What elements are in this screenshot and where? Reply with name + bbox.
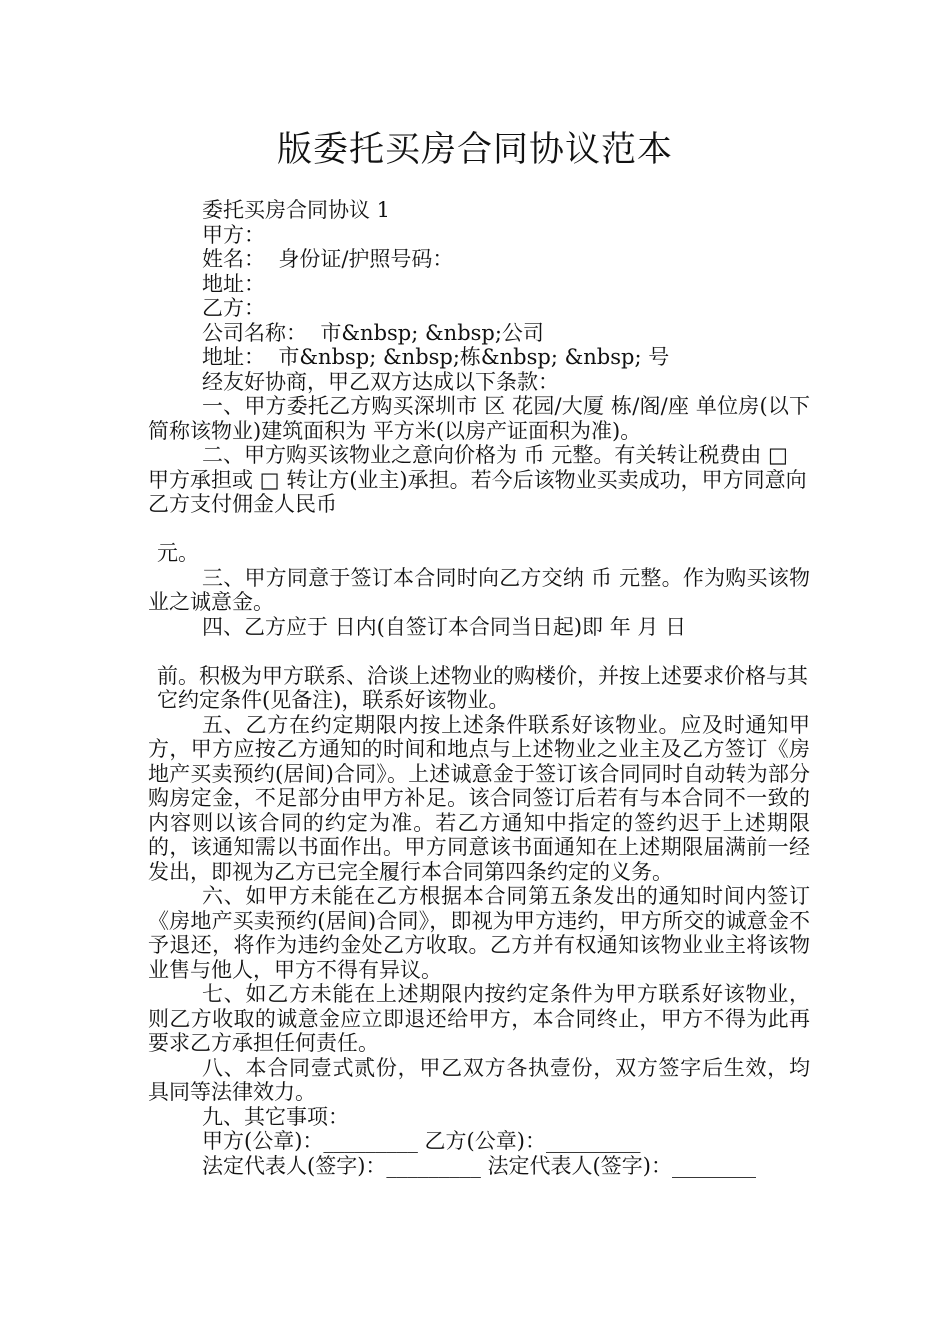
spacer <box>148 517 810 542</box>
clause-3: 三、甲方同意于签订本合同时向乙方交纳 币 元整。作为购买该物业之诚意金。 <box>148 565 810 614</box>
seal-signature-line: 甲方(公章)：_________ 乙方(公章)：_________ <box>202 1129 641 1153</box>
party-a-name-line: 姓名： 身份证/护照号码： <box>202 247 454 271</box>
party-b-label: 乙方： <box>202 296 265 320</box>
clause-4-tail: 前。积极为甲方联系、洽谈上述物业的购楼价，并按上述要求价格与其它约定条件(见备注)，联系好该物业。 <box>157 663 808 712</box>
party-a-address-line: 地址： <box>202 271 265 296</box>
clause-8: 八、本合同壹式贰份，甲乙双方各执壹份，双方签字后生效，均具同等法律效力。 <box>148 1055 810 1104</box>
clause-6: 六、如甲方未能在乙方根据本合同第五条发出的通知时间内签订《房地产买卖预约(居间)合同》，即视为甲方违约，甲方所交的诚意金不予退还，将作为违约金处乙方收取。乙方并有权通知该物业业主将该物业售与他人，甲方不得有异议。 <box>148 884 810 982</box>
clause-4: 四、乙方应于 日内(自签订本合同当日起)即 年 月 日 <box>202 614 687 639</box>
clause-5: 五、乙方在约定期限内按上述条件联系好该物业。应及时通知甲方，甲方应按乙方通知的时间和地点与上述物业之业主及乙方签订《房地产买卖预约(居间)合同》。上述诚意金于签订该合同同时自动转为部分购房定金，不足部分由甲方补足。该合同签订后若有与本合同不一致的内容则以该合同的约定为准。若乙方通知中指定的签约迟于上述期限的，该通知需以书面作出。甲方同意该书面通知在上述期限届满前一经发出，即视为乙方已完全履行本合同第四条约定的义务。 <box>148 712 810 884</box>
party-b-company-line: 公司名称： 市&nbsp; &nbsp;公司 <box>202 320 544 345</box>
party-a-label: 甲方： <box>202 222 265 247</box>
contract-heading: 委托买房合同协议 1 <box>202 198 391 222</box>
document-body <box>148 198 810 1178</box>
representative-signature-line: 法定代表人(签字)：_________ 法定代表人(签字)：________ <box>202 1153 756 1178</box>
intro-line: 经友好协商，甲乙双方达成以下条款： <box>202 369 559 394</box>
clause-1: 一、甲方委托乙方购买深圳市 区 花园/大厦 栋/阁/座 单位房(以下简称该物业)建筑面积为 平方米(以房产证面积为准)。 <box>148 394 810 443</box>
clause-2: 二、甲方购买该物业之意向价格为 币 元整。有关转让税费由 □ 甲方承担或 □ 转让方(业主)承担。若今后该物业买卖成功，甲方同意向乙方支付佣金人民币 <box>148 443 807 516</box>
clause-2-tail: 元。 <box>157 541 199 565</box>
spacer <box>148 639 810 664</box>
document-title: 版委托买房合同协议范本 <box>276 130 673 170</box>
clause-7: 七、如乙方未能在上述期限内按约定条件为甲方联系好该物业，则乙方收取的诚意金应立即退还给甲方，本合同终止，甲方不得为此再要求乙方承担任何责任。 <box>148 982 810 1055</box>
party-b-address-line: 地址： 市&nbsp; &nbsp;栋&nbsp; &nbsp; 号 <box>202 345 670 369</box>
clause-9: 九、其它事项： <box>202 1104 349 1129</box>
